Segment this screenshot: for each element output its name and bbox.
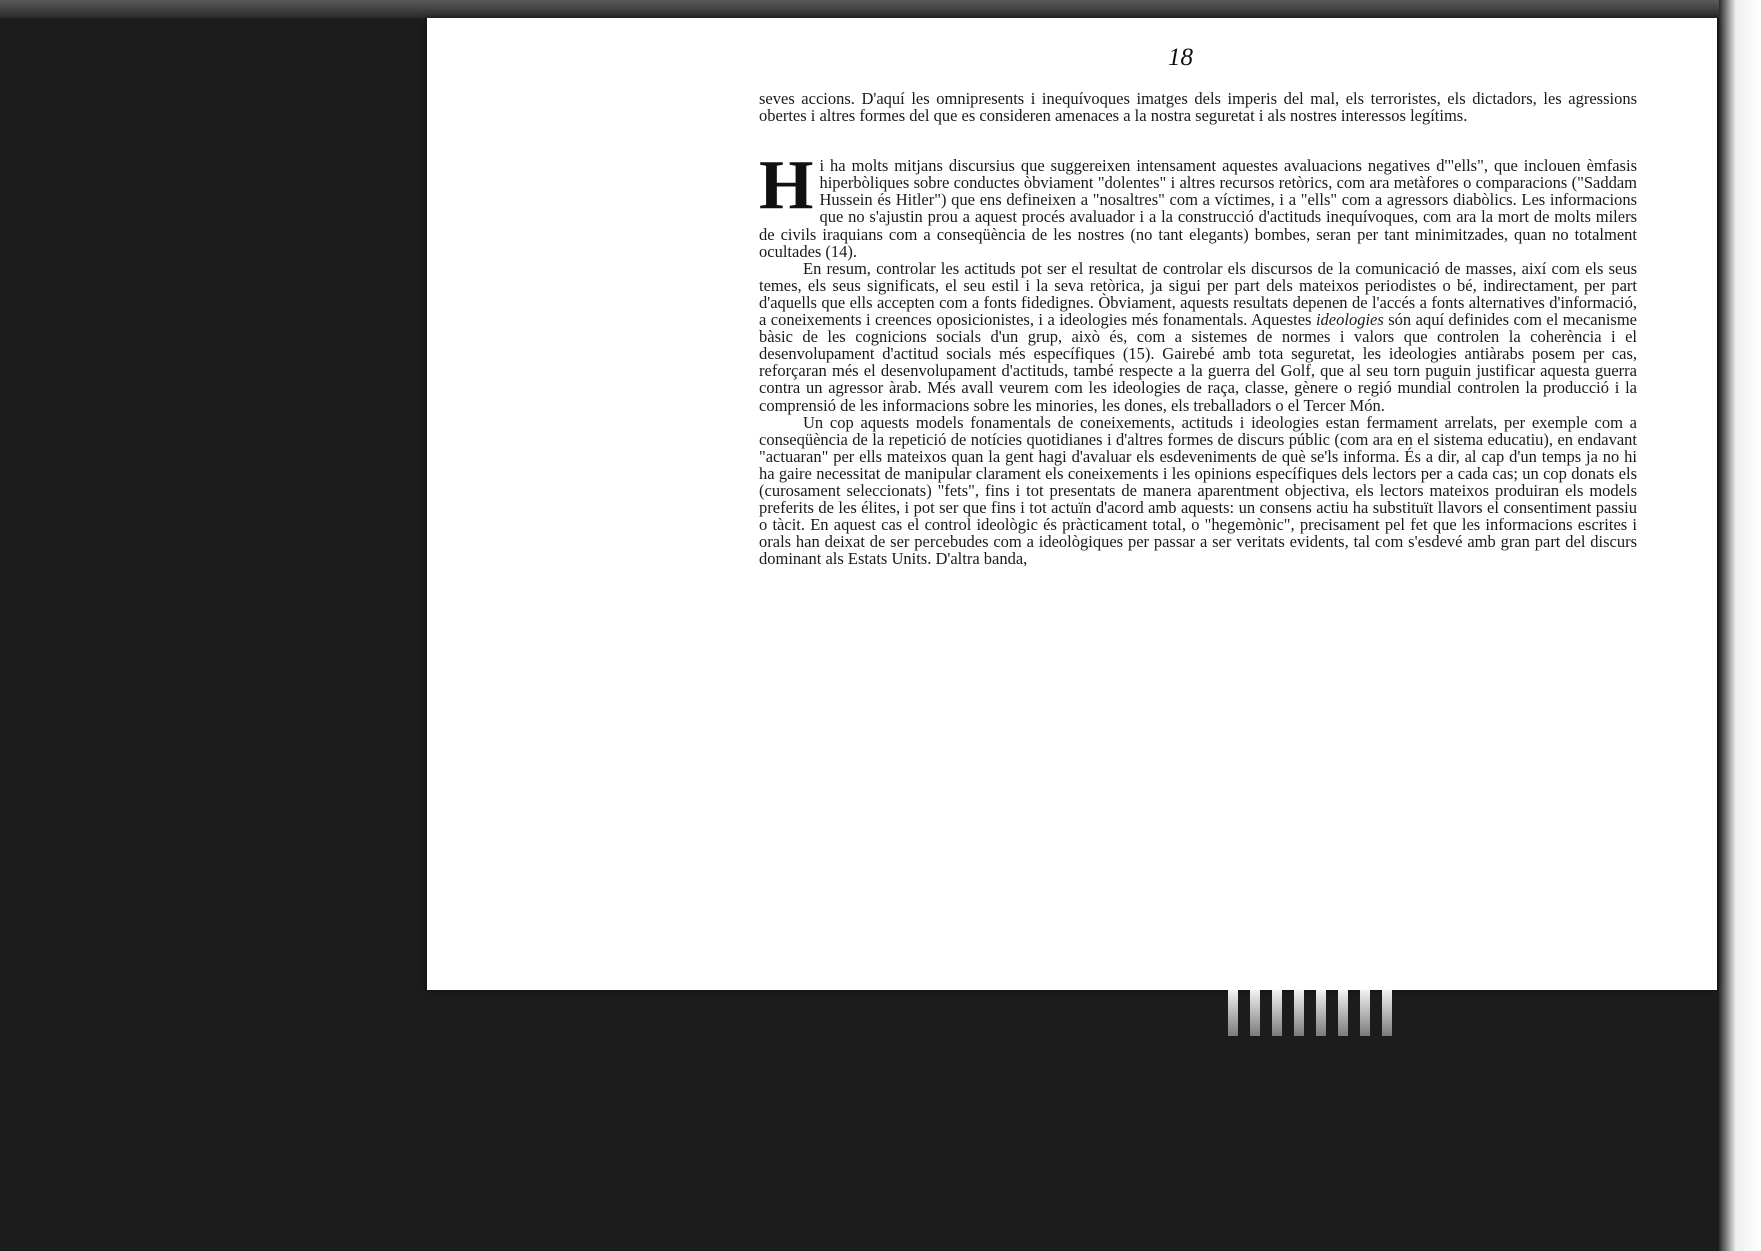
binding-comb (1228, 990, 1392, 1036)
comb-tooth (1250, 990, 1260, 1036)
paragraph-4: Un cop aquests models fonamentals de coneixements, actituds i ideologies estan fermament arrelats, per exemple com a conseqüència de la repetició de notícies quotidianes i d'altres formes de discurs públic (com ara en el sistema educatiu), en endavant "actuaran" per ells mateixos quan la gent hagi d'avaluar els esdeveniments de què se'ls informa. És a dir, al cap d'un temps ja no hi ha gaire necessitat de manipular clarament els coneixements i les opinions específiques dels lectors per a cada cas; un cop donats els (curosament seleccionats) "fets", fins i tot presentats de manera aparentment objectiva, els lectors mateixos produiran els models preferits de les élites, i pot ser que fins i tot actuïn d'acord amb aquests: un consens actiu ha substituït llavors el consentiment passiu o tàcit. En aquest cas el control ideològic és pràcticament total, o "hegemònic", precisament pel fet que les informacions escrites i orals han deixat de ser percebudes com a ideològiques per passar a ser veritats evidents, tal com s'esdevé amb gran part del discurs dominant als Estats Units. D'altra banda, (759, 412, 1637, 569)
comb-tooth (1360, 990, 1370, 1036)
scan-top-edge (0, 0, 1761, 18)
scan-right-edge (1719, 0, 1761, 1251)
comb-tooth (1382, 990, 1392, 1036)
page-text (759, 90, 1637, 567)
drop-cap: H (759, 147, 814, 225)
comb-tooth (1338, 990, 1348, 1036)
paragraph-1: seves accions. D'aquí les omnipresents i inequívoques imatges dels imperis del mal, els terroristes, els dictadors, les agressions obertes i altres formes del que es consideren amenaces a la nostra seguretat i als nostres interessos legítims. (759, 89, 1637, 126)
comb-tooth (1272, 990, 1282, 1036)
paragraph-3-text-a: En resum, controlar les actituds pot ser el resultat de controlar els discursos de la comunicació de masses, així com els seus temes, els seus significats, el seu estil i la seva retòrica, ja sigui per part dels mateixos periodistes o bé, indirectament, per part d'aquells que ells accepten com a fonts fidedignes. Òbviament, aquests resultats depenen de l'accés a fonts alternatives d'informació, a coneixements i creences oposicionistes, i a ideologies més fonamentals. Aquestes (759, 258, 1637, 330)
paragraph-2-text: i ha molts mitjans discursius que suggereixen intensament aquestes avaluacions negatives d'"ells", que inclouen èmfasis hiperbòliques sobre conductes òbviament "dolentes" i altres recursos retòrics, com ara metàfores o comparacions ("Saddam Hussein és Hitler") que ens defineixen a "nosaltres" com a víctimes, i a "ells" com a agressors diabòlics. Les informacions que no s'ajustin prou a aquest procés avaluador i a la construcció d'actituds inequívoques, com ara la mort de molts milers de civils iraquians com a conseqüència de les nostres (no tant elegants) bombes, seran per tant minimitzades, quan no totalment ocultades (14). (759, 156, 1637, 261)
paragraph-2 (759, 147, 1637, 261)
paragraph-3-emphasis: ideologies (1315, 310, 1384, 330)
comb-tooth (1228, 990, 1238, 1036)
page-number: 18 (1168, 44, 1193, 71)
paragraph-3 (759, 260, 1637, 414)
paragraph-3-text-b: són aquí definides com el mecanisme bàsic de les cognicions socials d'un grup, això és, com a sistemes de normes i valors que controlen la coherència i el desenvolupament d'actitud socials més específiques (15). Gairebé amb tota seguretat, les ideologies antiàrabs posem per cas, reforçaran més el desenvolupament d'actituds, també respecte a la guerra del Golf, que al seu torn puguin justificar aquesta guerra contra un agressor àrab. Més avall veurem com les ideologies de raça, classe, gènere o regió mundial controlen la producció i la comprensió de les informacions sobre les minories, les dones, els treballadors o el Tercer Món. (759, 310, 1637, 415)
comb-tooth (1294, 990, 1304, 1036)
comb-tooth (1316, 990, 1326, 1036)
